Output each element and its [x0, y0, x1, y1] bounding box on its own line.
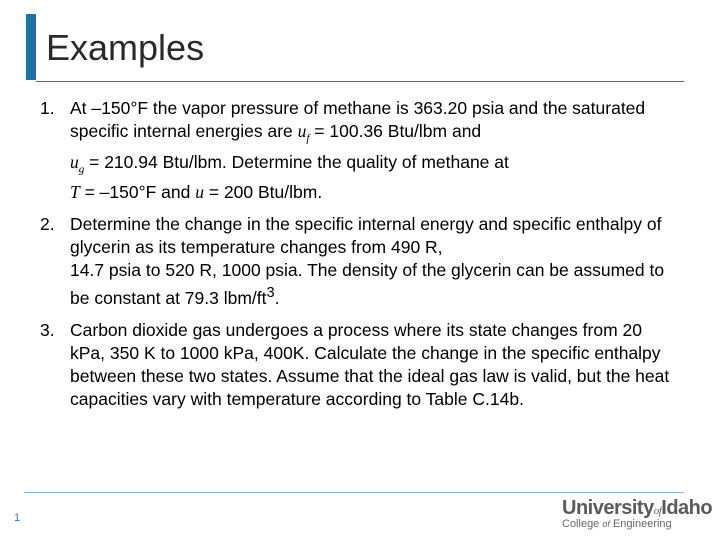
var-t: T	[70, 182, 80, 202]
slide-title: Examples	[46, 27, 205, 68]
problem-text: At –150°F the vapor pressure of methane is 363.20 psia and the saturated specific internal energies are $u_f = 100.36$ Btu/lbm and $u_g = 210.94$ Btu/lbm. Determine the quality of methane at T = –150°F and u = 200 Btu/lbm.	[70, 98, 646, 202]
problem-text: Determine the change in the specific internal energy and specific enthalpy of glycerin as its temperature changes from 490 R, 14.7 psia to 520 R, 1000 psia. The density of the glycerin can be assumed to be constant at 79.3 lbm/$ft^3$.	[70, 214, 665, 308]
title-accent-bar	[26, 14, 36, 80]
title-divider	[36, 81, 684, 82]
problem-item-2	[40, 213, 680, 310]
problem-number: 1.	[40, 98, 55, 118]
var-u: $u_g$	[70, 151, 85, 175]
var-u: $u_f$	[297, 121, 310, 145]
page-number: 1	[14, 512, 21, 524]
problem-item-3	[40, 319, 680, 411]
problem-number: 2.	[40, 214, 55, 234]
problem-list	[40, 97, 680, 420]
problem-number: 3.	[40, 319, 55, 340]
footer-divider	[24, 492, 684, 493]
var-u: u	[195, 182, 204, 202]
problem-item-1	[40, 97, 680, 204]
university-logo: UniversityofIdaho College of Engineering	[562, 497, 713, 530]
problem-text: Carbon dioxide gas undergoes a process where its state changes from 20 kPa, 350 K to 1000 kPa, 400K. Calculate the change in the specific enthalpy between these two states. Assume that the ideal gas law is valid, but the heat capacities vary with temperature according to Table C.14b.	[70, 319, 670, 409]
